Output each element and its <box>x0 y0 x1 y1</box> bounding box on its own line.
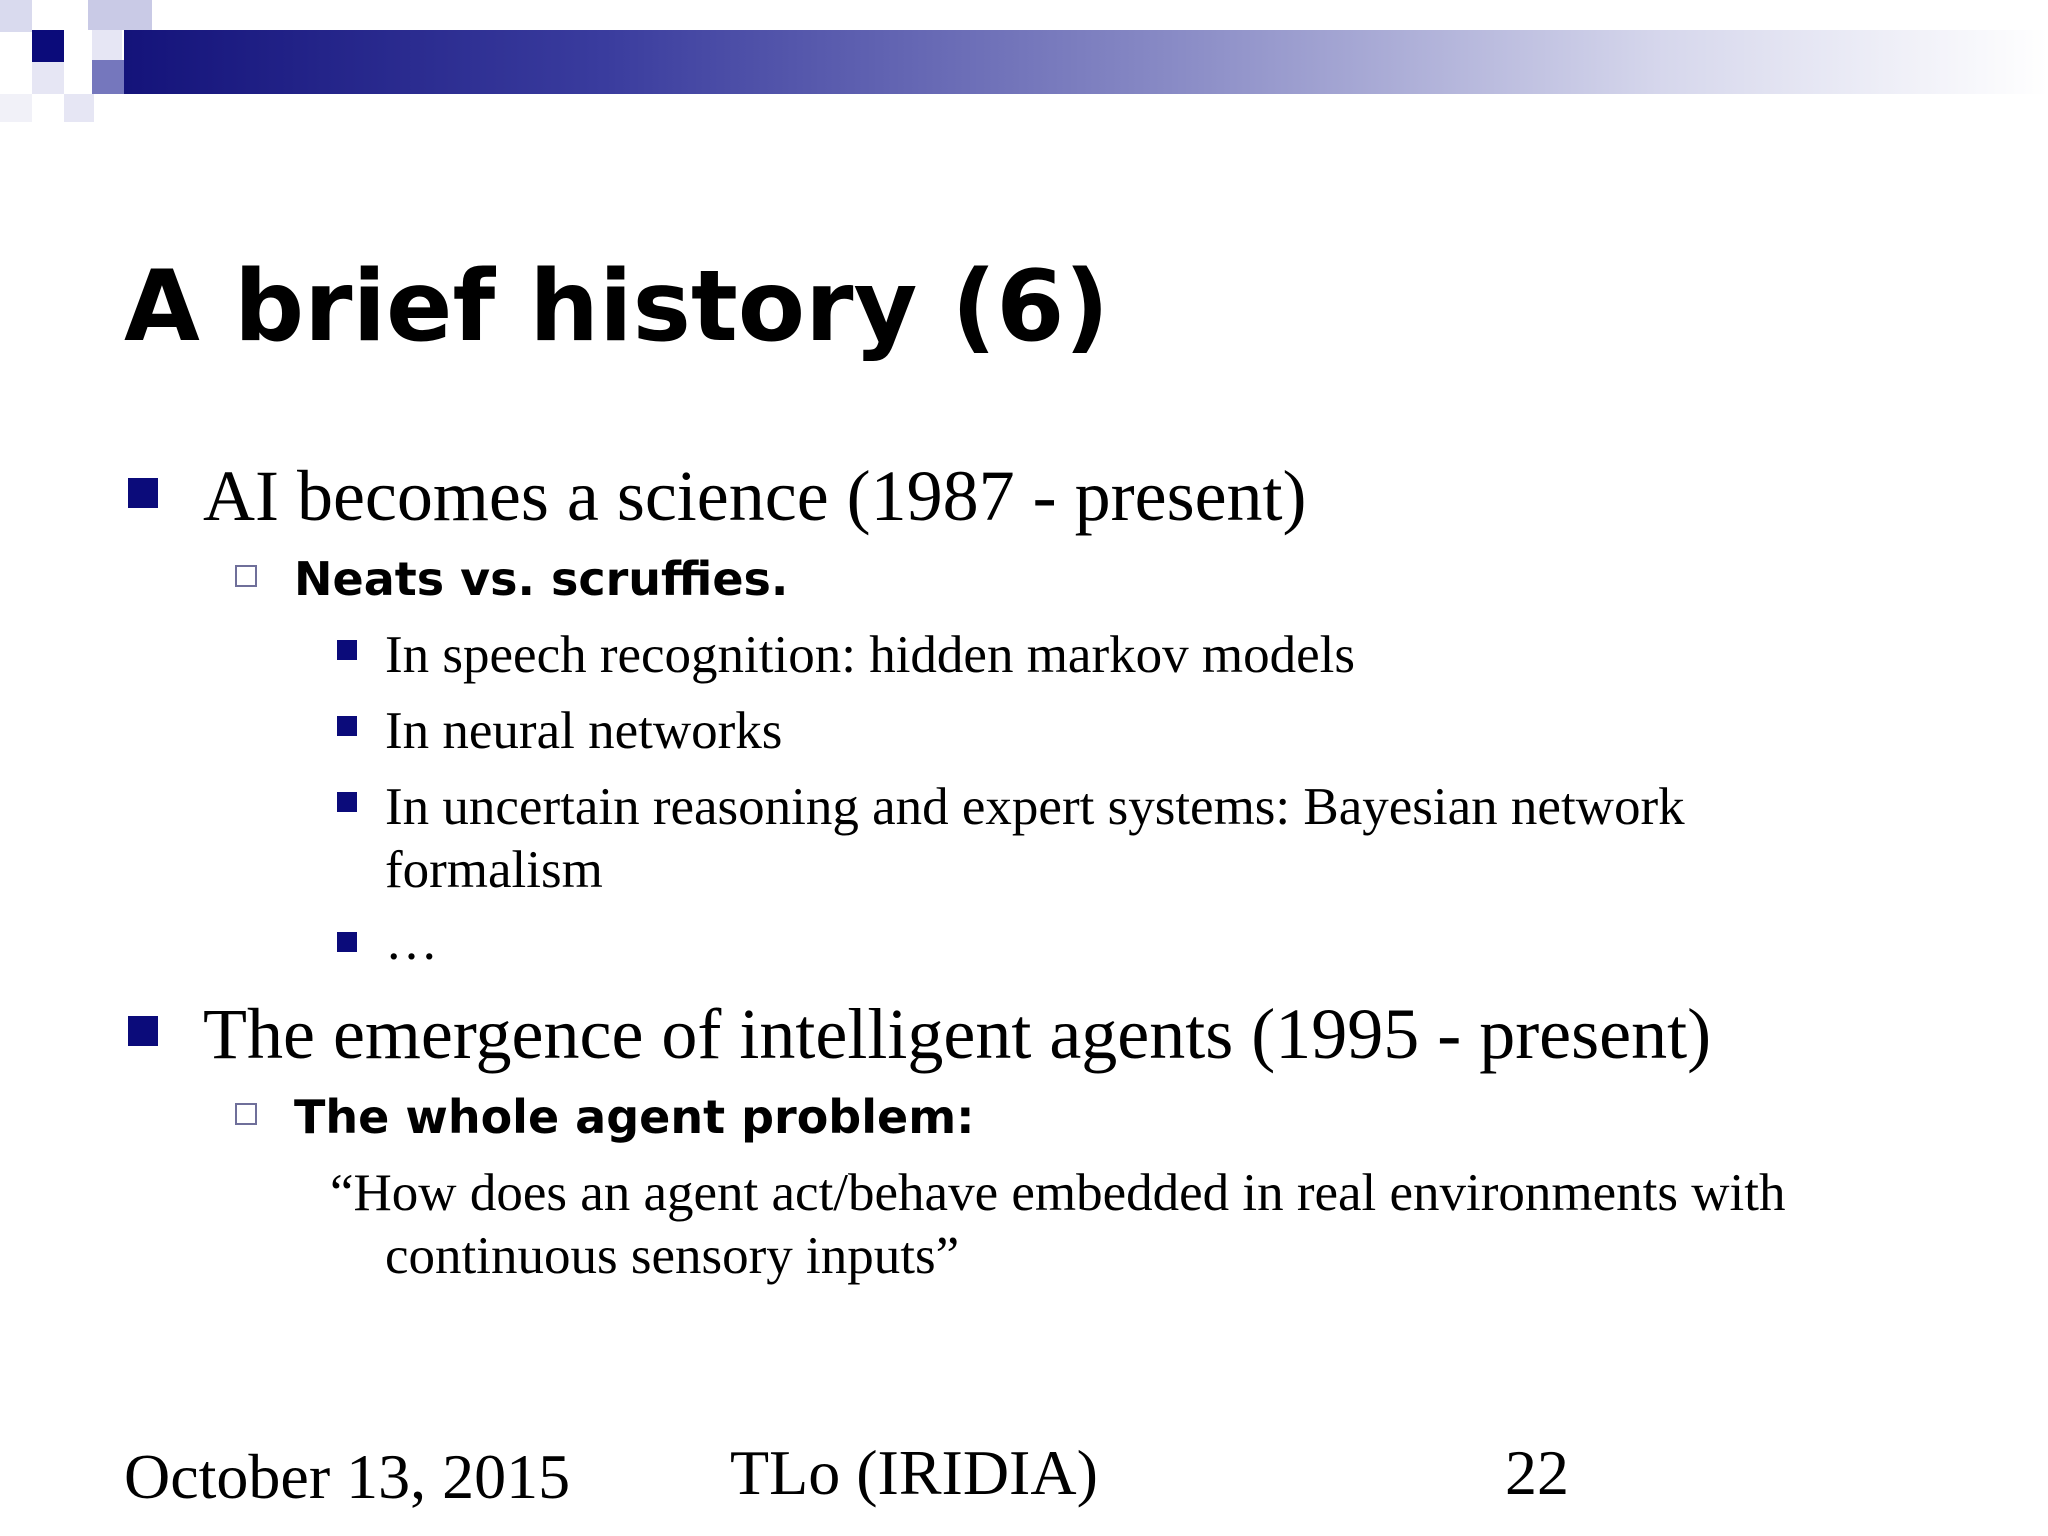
header-square <box>88 0 152 30</box>
footer-date: October 13, 2015 <box>124 1441 571 1512</box>
footer-author: TLo (IRIDIA) <box>730 1437 1098 1508</box>
quote-text-line2: continuous sensory inputs” <box>385 1227 960 1285</box>
slide-title: A brief history (6) <box>124 250 1110 364</box>
quote-text-line1: “How does an agent act/behave embedded in real environments with <box>330 1164 1786 1222</box>
bullet-level3-text: In neural networks <box>385 702 783 760</box>
square-bullet-icon <box>337 640 357 660</box>
square-bullet-icon <box>337 792 357 812</box>
header-square <box>92 60 124 94</box>
bullet-level3-ellipsis: … <box>385 913 438 971</box>
bullet-level2-text: The whole agent problem: <box>294 1090 975 1144</box>
square-bullet-icon <box>337 716 357 736</box>
header-square <box>32 30 64 62</box>
square-bullet-icon <box>337 932 357 952</box>
header-square <box>64 94 94 122</box>
hollow-square-bullet-icon <box>235 565 257 587</box>
bullet-level1-text: The emergence of intelligent agents (1995 - present) <box>203 994 1712 1074</box>
header-square <box>32 62 64 94</box>
square-bullet-icon <box>128 478 158 508</box>
bullet-level3-text-continued: formalism <box>385 841 603 899</box>
header-square <box>0 0 32 32</box>
square-bullet-icon <box>128 1016 158 1046</box>
footer-page-number: 22 <box>1505 1437 1569 1508</box>
bullet-level1-text: AI becomes a science (1987 - present) <box>203 456 1307 536</box>
header-gradient-bar <box>124 30 2048 94</box>
bullet-level2-text: Neats vs. scruffies. <box>294 552 789 606</box>
header-square <box>0 94 32 122</box>
header-square <box>92 30 122 60</box>
bullet-level3-text: In uncertain reasoning and expert systems: Bayesian network <box>385 778 1685 836</box>
bullet-level3-text: In speech recognition: hidden markov models <box>385 626 1355 684</box>
hollow-square-bullet-icon <box>235 1103 257 1125</box>
